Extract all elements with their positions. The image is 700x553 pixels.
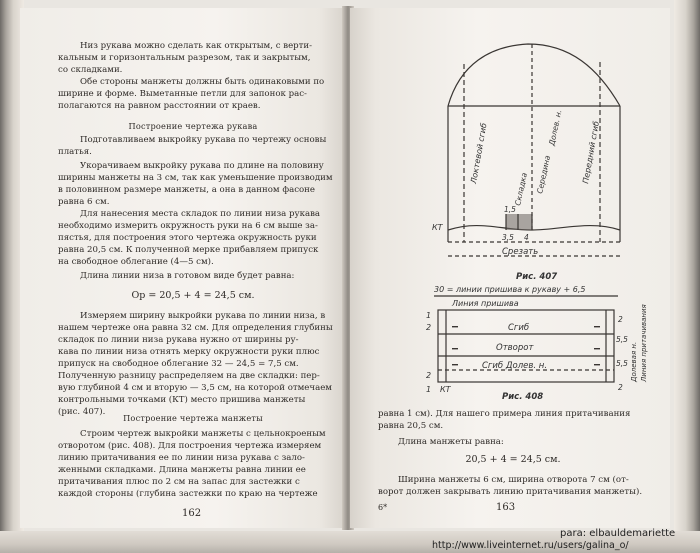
text-line: Для нанесения места складок по линии низа рукава [80, 209, 321, 219]
label-skladka: Складка [513, 171, 529, 207]
text-line: платья. [58, 147, 92, 157]
label-cuff-length: Длина манжеты равна: [398, 437, 504, 447]
label-kt-cuff: КТ [440, 385, 451, 394]
page-edge-right [674, 0, 700, 553]
text-line: кава по линии низа отнять мерку окружности руки плюс [58, 347, 320, 357]
text-line: пястья, для построения этого чертежа окружность руки [58, 233, 317, 243]
formula-or: Ор = 20,5 + 4 = 24,5 см. [131, 290, 255, 301]
text-line: равна 6 см. [58, 197, 110, 207]
text-line: на свободное облегание (4—5 см). [58, 257, 214, 267]
text-line: Подготавливаем выкройку рукава по чертежу основы [80, 135, 327, 145]
signature-mark: 6* [378, 503, 388, 512]
label-dolev: Долев. н. [547, 108, 564, 147]
label-top-dimension: 30 = линии пришива к рукаву + 6,5 [434, 285, 586, 294]
text-line: равна 20,5 см. [378, 421, 444, 431]
text-line: ширины манжеты на 3 см, так как уменьшение производим [58, 173, 333, 183]
text-line: (рис. 407). [58, 407, 106, 417]
text-line: каждой стороны (глубина застежки по краю на чертеже [58, 489, 318, 499]
label-4: 4 [524, 233, 529, 242]
text-line: Низ рукава можно сделать как открытым, с верти- [80, 41, 313, 51]
mark-left-2b: 2 [426, 371, 432, 380]
text-line: Ширина манжеты 6 см, ширина отворота 7 см (от- [398, 475, 629, 485]
label-seredina: Середина [535, 154, 553, 195]
text-line: Длина линии низа в готовом виде будет равна: [80, 271, 295, 281]
text-line: со складками. [58, 65, 123, 75]
text-line: контрольными точками (КТ) место пришива манжеты [58, 395, 306, 405]
text-line: кальным и горизонтальным разрезом, так и закрытым, [58, 53, 311, 63]
label-1-5: 1,5 [504, 205, 516, 214]
label-sgib-dolev: Сгиб Долев. н. [482, 361, 548, 371]
label-3-5: 3,5 [502, 233, 514, 242]
label-lokt-sgib: Локтевой сгиб [469, 122, 489, 185]
text-line: нашем чертеже она равна 32 см. Для определения глубины [58, 323, 333, 333]
mark-left-2: 2 [426, 323, 432, 332]
section-heading-sleeve: Построение чертежа рукава [128, 121, 258, 131]
watermark-author: para: elbauldemariette [560, 528, 676, 539]
figure-407-caption: Рис. 407 [516, 272, 558, 279]
text-line: складок по линии низа рукава нужно от ширины ру- [58, 335, 299, 345]
text-line: Укорачиваем выкройку рукава по длине на половину [80, 161, 324, 171]
figure-407-sleeve-pattern [420, 34, 650, 279]
section-heading-cuff: Построение чертежа манжеты [123, 413, 263, 423]
right-page [350, 8, 670, 528]
label-perednij-sgib: Передний сгиб [581, 120, 601, 185]
formula-cuff: 20,5 + 4 = 24,5 см. [465, 454, 561, 465]
mark-right-2b: 2 [618, 383, 623, 392]
text-line: вую глубиной 4 см и вторую — 3,5 см, на которой отмечаем [58, 383, 332, 393]
text-line: Измеряем ширину выкройки рукава по линии низа, в [80, 311, 326, 321]
label-sgib: Сгиб [508, 323, 530, 333]
text-line: линию притачивания ее по линии низа рукава с зало- [58, 453, 305, 463]
text-line: припуск на свободное облегание 32 — 24,5 = 7,5 см. [58, 359, 299, 369]
label-line-prishiva: Линия пришива [452, 299, 519, 308]
mark-left-1: 1 [426, 311, 432, 320]
text-line: притачивания плюс по 2 см на запас для застежки с [58, 477, 300, 487]
figure-408-cuff-pattern [422, 282, 650, 400]
label-srezat: Срезать [502, 247, 539, 257]
mark-right-5-5: 5,5 [616, 335, 628, 344]
text-line: необходимо измерить окружность руки на 6 см выше за- [58, 221, 318, 231]
left-page [20, 8, 346, 528]
text-line: равна 1 см). Для нашего примера линия притачивания [378, 409, 631, 419]
label-kt: КТ [432, 223, 443, 232]
text-line: ворот должен закрывать линию притачивания манжеты). [378, 487, 643, 497]
text-line: ширине и форме. Выметанные петли для запонок рас- [58, 89, 307, 99]
page-number-right: 163 [496, 502, 516, 513]
text-line: женными складками. Длина манжеты равна линии ее [58, 465, 306, 475]
label-right-dolevaya: Долевая н. [630, 341, 638, 382]
text-line: равна 20,5 см. К полученной мерке прибавляем припуск [58, 245, 319, 255]
text-line: полагаются на равном расстоянии от краев. [58, 101, 261, 111]
page-number-left: 162 [182, 508, 202, 519]
label-right-pritachivaniya: Линия притачивания [640, 304, 648, 382]
text-line: отворотом (рис. 408). Для построения чертежа измеряем [58, 441, 322, 451]
figure-408-caption: Рис. 408 [502, 392, 544, 400]
text-line: в половинном размере манжеты, а она в данном фасоне [58, 185, 315, 195]
text-line: Полученную разницу распределяем на две складки: пер- [58, 371, 320, 381]
text-line: Строим чертеж выкройки манжеты с цельнокроеным [80, 429, 326, 439]
mark-right-2: 2 [618, 315, 623, 324]
text-line: Обе стороны манжеты должны быть одинаковыми по [80, 77, 325, 87]
label-otvorot: Отворот [496, 343, 534, 353]
mark-left-1b: 1 [426, 385, 432, 394]
mark-right-5-5b: 5,5 [616, 359, 628, 368]
watermark-url: http://www.liveinternet.ru/users/galina_o/ [432, 540, 629, 551]
